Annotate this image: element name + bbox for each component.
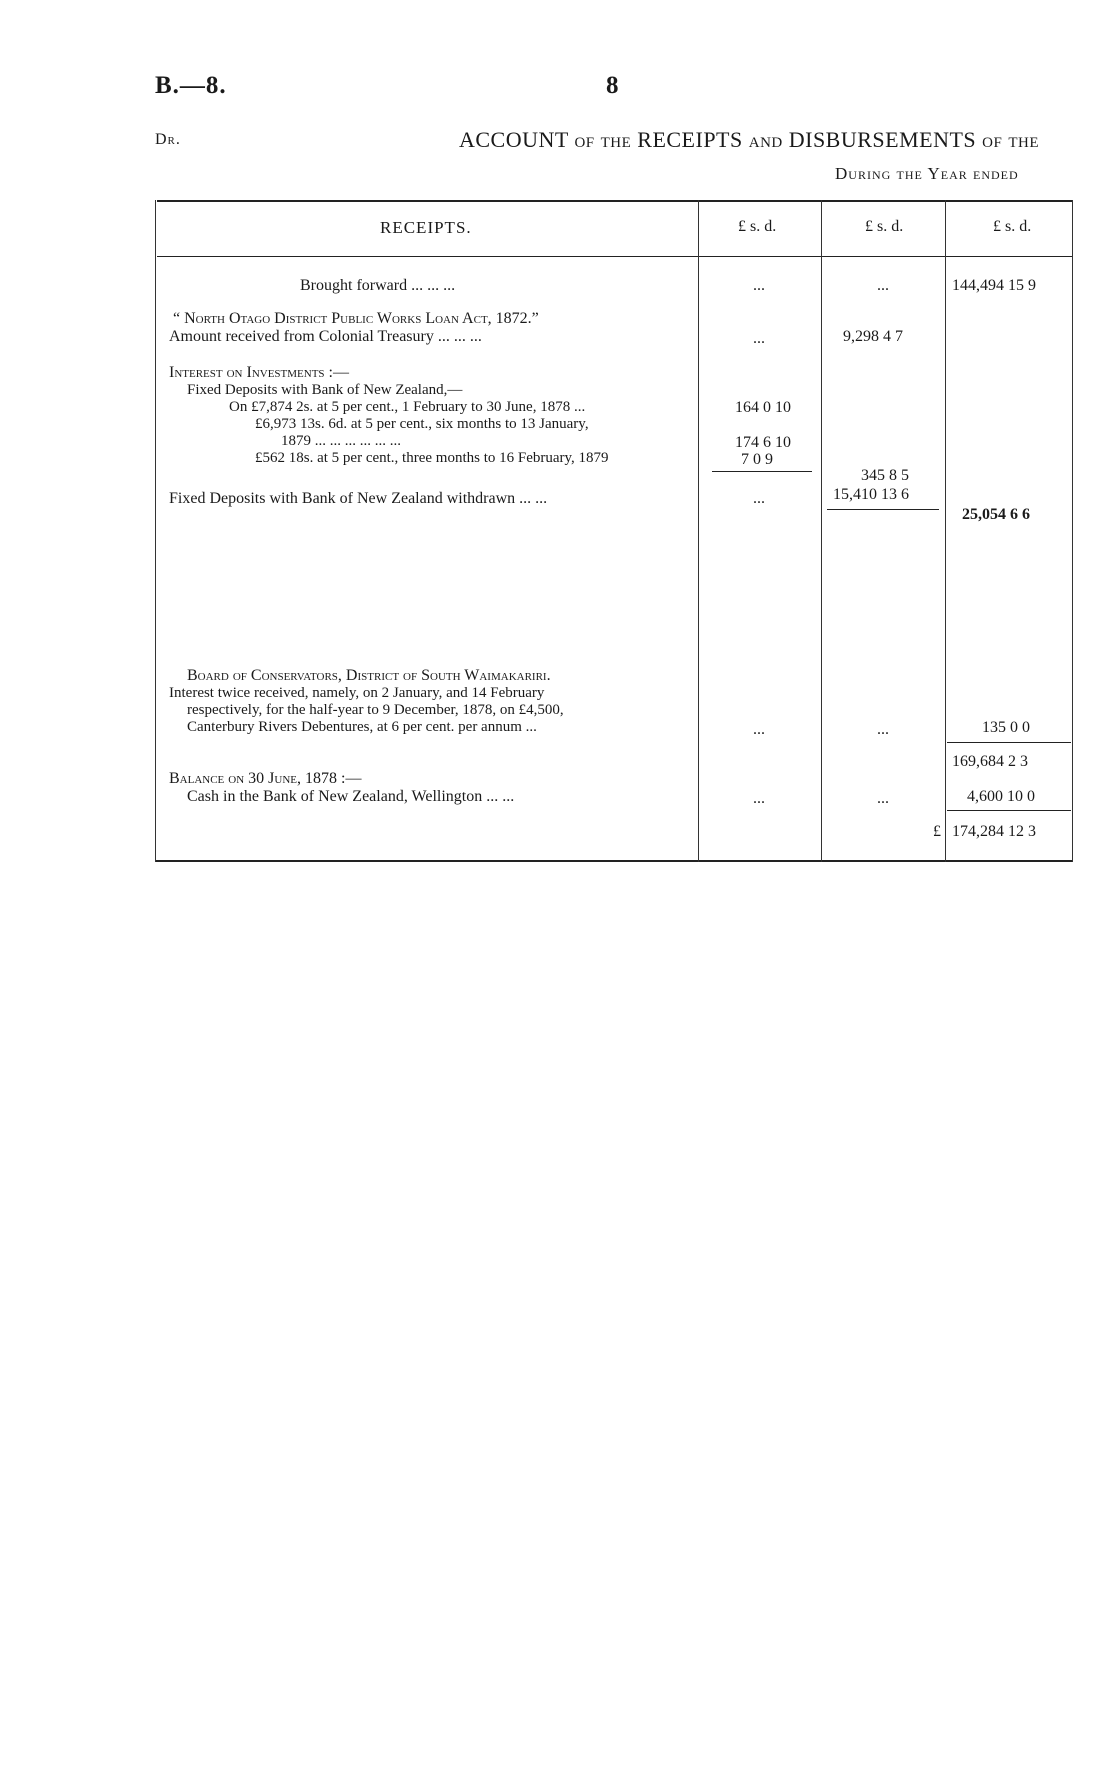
receipts-table xyxy=(155,200,1073,864)
interest-line-2-c1: 174 6 10 xyxy=(735,434,791,451)
column-header-1: £ s. d. xyxy=(738,218,777,235)
table-right-border xyxy=(1072,200,1073,862)
fixed-withdrawn-c1: ... xyxy=(753,490,765,507)
column-header-3: £ s. d. xyxy=(993,218,1032,235)
receipts-column-header: RECEIPTS. xyxy=(380,218,472,237)
table-bottom-rule xyxy=(155,860,1073,862)
brought-forward-c1: ... xyxy=(753,277,765,294)
interest-line-3-c1: 7 0 9 xyxy=(741,451,773,468)
interest-line-2a: £6,973 13s. 6d. at 5 per cent., six months to 13 January, xyxy=(255,416,589,432)
board-line-2: respectively, for the half-year to 9 December, 1878, on £4,500, xyxy=(187,702,564,718)
page-number: 8 xyxy=(606,72,619,99)
account-title: ACCOUNT of the RECEIPTS and DISBURSEMENTS of the xyxy=(459,127,1039,152)
fixed-withdrawn-c3: 25,054 6 6 xyxy=(962,506,1030,523)
interest-line-1-c1: 164 0 10 xyxy=(735,399,791,416)
document-reference: B.—8. xyxy=(155,72,227,99)
board-c3: 135 0 0 xyxy=(982,719,1030,736)
fixed-withdrawn-rule xyxy=(827,509,939,510)
total-c3: 174,284 12 3 xyxy=(952,823,1036,840)
board-line-3: Canterbury Rivers Debentures, at 6 per cent. per annum ... xyxy=(187,719,537,735)
brought-forward-c2: ... xyxy=(877,277,889,294)
fixed-withdrawn-label: Fixed Deposits with Bank of New Zealand withdrawn ... ... xyxy=(169,490,548,507)
table-left-border xyxy=(155,200,156,862)
north-otago-title: “ North Otago District Public Works Loan Act, 1872.” xyxy=(173,310,539,327)
subtotal-c3: 169,684 2 3 xyxy=(952,753,1028,770)
interest-line-1: On £7,874 2s. at 5 per cent., 1 February to 30 June, 1878 ... xyxy=(229,399,586,415)
brought-forward-label: Brought forward ... ... ... xyxy=(300,277,456,294)
total-currency: £ xyxy=(933,823,941,840)
brought-forward-c3: 144,494 15 9 xyxy=(952,277,1036,294)
interest-subtotal-rule xyxy=(712,471,812,472)
interest-title: Interest on Investments :— xyxy=(169,364,349,381)
column-divider-1 xyxy=(698,200,699,862)
account-subtitle: During the Year ended xyxy=(835,164,1019,183)
north-otago-c2: 9,298 4 7 xyxy=(843,328,903,345)
debit-label: Dr. xyxy=(155,131,181,148)
board-c1: ... xyxy=(753,721,765,738)
fixed-withdrawn-c2: 15,410 13 6 xyxy=(833,486,909,503)
column-header-2: £ s. d. xyxy=(865,218,904,235)
balance-c3: 4,600 10 0 xyxy=(967,788,1035,805)
board-line-1: Interest twice received, namely, on 2 January, and 14 February xyxy=(169,685,545,701)
north-otago-label: Amount received from Colonial Treasury ... ... ... xyxy=(169,328,482,345)
board-title: Board of Conservators, District of South Waimakariri. xyxy=(187,667,551,684)
column-divider-2 xyxy=(821,200,822,862)
subtotal-rule xyxy=(947,742,1071,743)
table-top-rule xyxy=(157,200,1073,202)
balance-title: Balance on 30 June, 1878 :— xyxy=(169,770,362,787)
interest-subtitle: Fixed Deposits with Bank of New Zealand,— xyxy=(187,382,463,398)
balance-c2: ... xyxy=(877,790,889,807)
north-otago-c1: ... xyxy=(753,330,765,347)
interest-subtotal-c2: 345 8 5 xyxy=(861,467,909,484)
balance-c1: ... xyxy=(753,790,765,807)
table-header-rule xyxy=(157,256,1073,257)
board-c2: ... xyxy=(877,721,889,738)
total-rule xyxy=(947,810,1071,811)
interest-line-3: £562 18s. at 5 per cent., three months to 16 February, 1879 xyxy=(255,450,609,466)
column-divider-3 xyxy=(945,200,946,862)
interest-line-2b: 1879 ... ... ... ... ... ... xyxy=(281,433,401,449)
balance-label: Cash in the Bank of New Zealand, Wellington ... ... xyxy=(187,788,515,805)
